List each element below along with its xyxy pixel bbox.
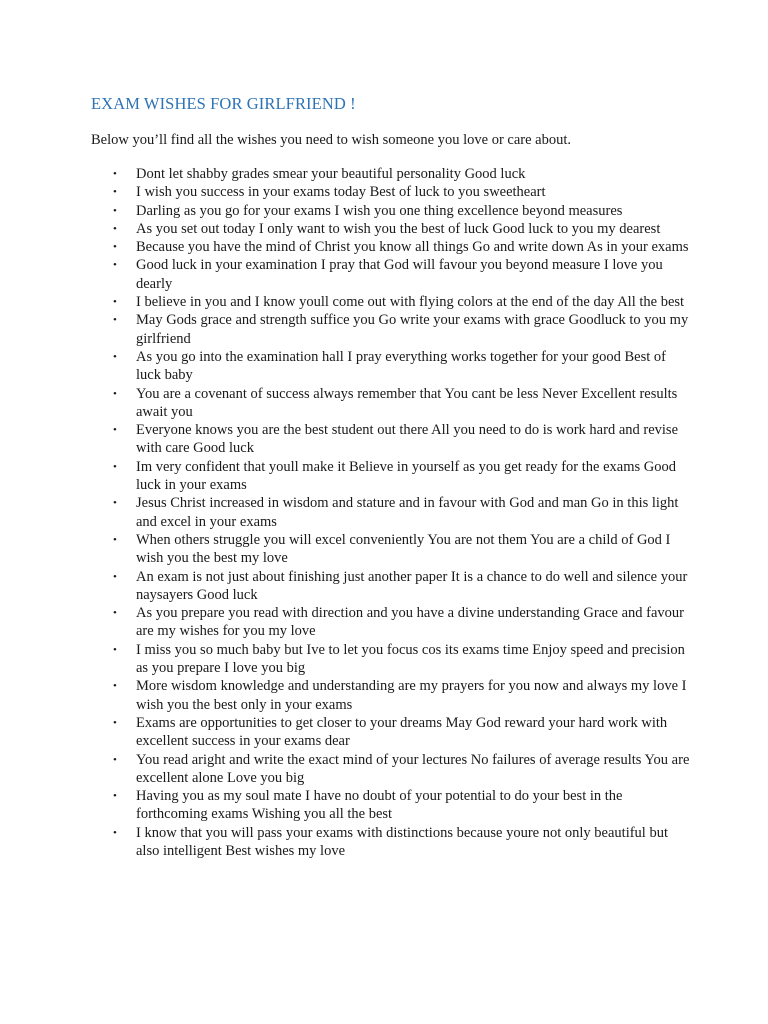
wish-text: Everyone knows you are the best student out there All you need to do is work hard and revise with care Good luck: [136, 422, 679, 457]
wish-text: I miss you so much baby but Ive to let you focus cos its exams time Enjoy speed and precision as you prepare I love you big: [136, 641, 685, 677]
bullet-icon: •: [113, 186, 117, 199]
wish-text: Im very confident that youll make it Believe in yourself as you get ready for the exams Good luck in your exams: [136, 458, 676, 494]
bullet-icon: •: [113, 533, 117, 546]
bullet-icon: •: [113, 716, 117, 729]
wish-text: As you prepare you read with direction and you have a divine understanding Grace and favour are my wishes for you my love: [136, 605, 684, 640]
bullet-icon: •: [113, 607, 117, 620]
page-title: EXAM WISHES FOR GIRLFRIEND !: [91, 94, 356, 113]
wish-text: I wish you success in your exams today Best of luck to you sweetheart: [136, 184, 546, 201]
bullet-icon: •: [113, 259, 117, 272]
list-item: [91, 714, 691, 751]
wish-text: May Gods grace and strength suffice you Go write your exams with grace Goodluck to you my girlfriend: [136, 312, 689, 347]
wish-text: Jesus Christ increased in wisdom and stature and in favour with God and man Go in this light and excel in your exams: [136, 495, 679, 530]
list-item: [91, 458, 691, 495]
bullet-icon: •: [113, 314, 117, 327]
bullet-icon: •: [113, 387, 117, 400]
bullet-icon: •: [113, 643, 117, 656]
bullet-icon: •: [113, 460, 117, 473]
wish-text: Darling as you go for your exams I wish you one thing excellence beyond measures: [136, 202, 623, 219]
list-item: [91, 751, 691, 788]
wish-text: You are a covenant of success always remember that You cant be less Never Excellent results await you: [136, 385, 678, 420]
wish-text: You read aright and write the exact mind of your lectures No failures of average results You are excellent alone Love you big: [136, 751, 690, 786]
list-item: [91, 531, 691, 568]
bullet-icon: •: [113, 204, 117, 217]
wish-text: As you set out today I only want to wish you the best of luck Good luck to you my dearest: [136, 220, 661, 237]
wish-text: Dont let shabby grades smear your beautiful personality Good luck: [136, 166, 526, 182]
bullet-icon: •: [113, 753, 117, 766]
list-item: [91, 165, 691, 183]
bullet-icon: •: [113, 424, 117, 437]
list-item: [91, 385, 691, 422]
list-item: [91, 311, 691, 348]
bullet-icon: •: [113, 826, 117, 839]
list-item: [91, 641, 691, 678]
list-item: [91, 787, 691, 824]
bullet-icon: •: [113, 790, 117, 803]
bullet-icon: •: [113, 680, 117, 693]
list-item: [91, 238, 691, 256]
wish-text: When others struggle you will excel conveniently You are not them You are a child of God I wish you the best my love: [136, 531, 671, 567]
bullet-icon: •: [113, 296, 117, 309]
list-item: [91, 494, 691, 531]
wish-text: Exams are opportunities to get closer to your dreams May God reward your hard work with excellent success in your exams dear: [136, 714, 668, 750]
list-item: [91, 348, 691, 385]
list-item: [91, 256, 691, 293]
wish-text: Having you as my soul mate I have no doubt of your potential to do your best in the forthcoming exams Wishing you all the best: [136, 788, 623, 823]
bullet-icon: •: [113, 570, 117, 583]
wish-text: Good luck in your examination I pray that God will favour you beyond measure I love you dearly: [136, 257, 663, 292]
bullet-icon: •: [113, 350, 117, 363]
bullet-icon: •: [113, 241, 117, 254]
intro-paragraph: Below you’ll find all the wishes you need to wish someone you love or care about.: [91, 132, 572, 148]
bullet-icon: •: [113, 497, 117, 510]
wish-text: Because you have the mind of Christ you know all things Go and write down As in your exams: [136, 239, 689, 256]
list-item: [91, 202, 691, 220]
list-item: [91, 220, 691, 238]
list-item: [91, 677, 691, 714]
bullet-icon: •: [113, 168, 117, 180]
wish-text: As you go into the examination hall I pray everything works together for your good Best of luck baby: [136, 348, 666, 384]
list-item: [91, 824, 691, 861]
list-item: [91, 183, 691, 201]
wish-text: More wisdom knowledge and understanding are my prayers for you now and always my love I wish you the best only in your exams: [136, 678, 687, 713]
list-item: [91, 604, 691, 641]
wish-text: I know that you will pass your exams with distinctions because youre not only beautiful but also intelligent Best wishes my love: [136, 824, 668, 859]
bullet-icon: •: [113, 222, 117, 235]
wish-list: [91, 165, 691, 860]
list-item: [91, 293, 691, 311]
wish-text: I believe in you and I know youll come out with flying colors at the end of the day All the best: [136, 294, 685, 311]
list-item: [91, 568, 691, 605]
list-item: [91, 421, 691, 458]
wish-text: An exam is not just about finishing just another paper It is a chance to do well and silence your naysayers Good luck: [136, 568, 688, 603]
